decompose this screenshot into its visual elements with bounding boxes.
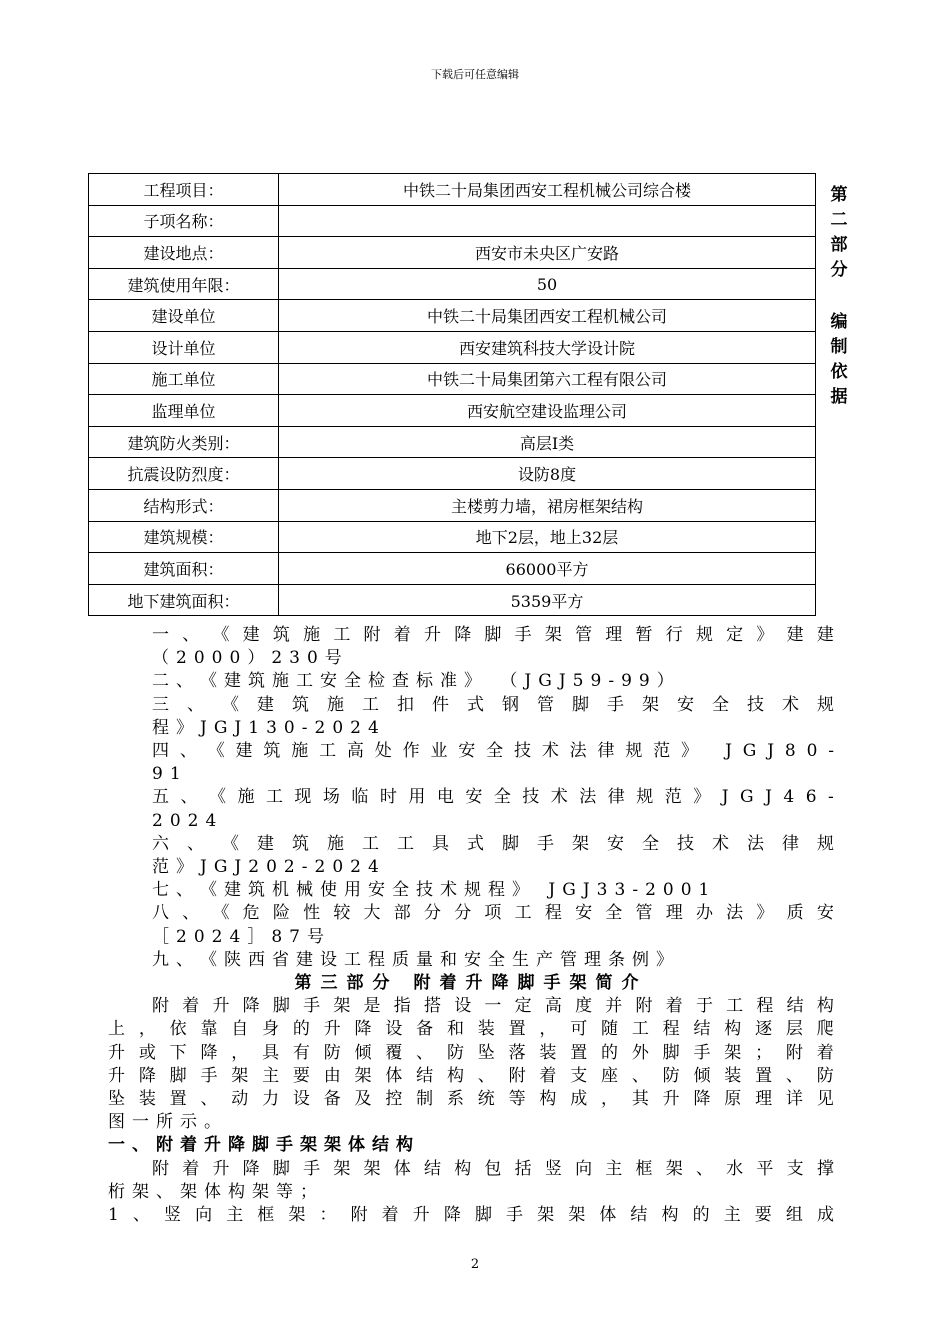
table-row xyxy=(89,174,816,206)
text-line: 坠 装 置 、 动 力 设 备 及 控 制 系 统 等 构 成 ， 其 升 降 原 理 详 见 xyxy=(108,1089,834,1110)
row-value: 5359平方 xyxy=(279,584,816,616)
row-value: 西安市未央区广安路 xyxy=(279,237,816,269)
project-info-table xyxy=(88,173,816,616)
text-line: 升 降 脚 手 架 主 要 由 架 体 结 构 、 附 着 支 座 、 防 倾 装 置 、 防 xyxy=(108,1065,834,1086)
row-value: 主楼剪力墙，裙房框架结构 xyxy=(279,489,816,521)
text-line: 范 》 J G J 2 0 2 - 2 0 2 4 xyxy=(152,857,379,878)
table-row xyxy=(89,363,816,395)
table-row xyxy=(89,553,816,585)
text-line: 上 ， 依 靠 自 身 的 升 降 设 备 和 装 置 ， 可 随 工 程 结 构 逐 层 爬 xyxy=(108,1019,834,1040)
text-line: 三 、 《 建 筑 施 工 扣 件 式 钢 管 脚 手 架 安 全 技 术 规 xyxy=(152,694,834,715)
row-value: 中铁二十局集团西安工程机械公司综合楼 xyxy=(279,174,816,206)
row-value: 高层Ⅰ类 xyxy=(279,426,816,458)
row-label: 工程项目： xyxy=(89,174,279,206)
header-note: 下载后可任意编辑 xyxy=(431,68,519,81)
text-line: 1 、 竖 向 主 框 架 ： 附 着 升 降 脚 手 架 架 体 结 构 的 主 要 组 成 xyxy=(108,1205,834,1226)
text-line: 五 、 《 施 工 现 场 临 时 用 电 安 全 技 术 法 律 规 范 》 J G J 4 6 - xyxy=(152,787,834,808)
side-title-char: 依 xyxy=(830,362,848,382)
text-line: 九 、 《 陕 西 省 建 设 工 程 质 量 和 安 全 生 产 管 理 条 例 》 xyxy=(152,949,673,970)
side-title-char: 制 xyxy=(830,337,848,357)
table-row xyxy=(89,331,816,363)
text-line: 八 、 《 危 险 性 较 大 部 分 分 项 工 程 安 全 管 理 办 法 》 质 安 xyxy=(152,903,834,924)
table-row xyxy=(89,395,816,427)
row-value: 设防8度 xyxy=(279,458,816,490)
row-label: 建设单位 xyxy=(89,300,279,332)
row-value: 西安建筑科技大学设计院 xyxy=(279,331,816,363)
text-line: 四 、 《 建 筑 施 工 高 处 作 业 安 全 技 术 法 律 规 范 》 J G J 8 0 - xyxy=(152,741,834,762)
text-line: ［ 2 0 2 4 ］ 8 7 号 xyxy=(152,926,324,947)
text-line: 2 0 2 4 xyxy=(152,810,217,831)
row-value: 66000平方 xyxy=(279,553,816,585)
row-label: 建筑使用年限： xyxy=(89,268,279,300)
text-line: 9 1 xyxy=(152,764,181,785)
table-row xyxy=(89,489,816,521)
row-label: 设计单位 xyxy=(89,331,279,363)
text-line: 六 、 《 建 筑 施 工 工 具 式 脚 手 架 安 全 技 术 法 律 规 xyxy=(152,833,834,854)
body-text xyxy=(108,624,834,1227)
table-row xyxy=(89,237,816,269)
text-line: 附 着 升 降 脚 手 架 是 指 搭 设 一 定 高 度 并 附 着 于 工 程 结 构 xyxy=(152,996,834,1017)
text-line: 七 、 《 建 筑 机 械 使 用 安 全 技 术 规 程 》 J G J 3 3 - 2 0 0 1 xyxy=(152,880,710,901)
side-title xyxy=(826,183,852,410)
text-line: （ 2 0 0 0 ） 2 3 0 号 xyxy=(152,648,342,669)
row-label: 抗震设防烈度： xyxy=(89,458,279,490)
text-line: 图 一 所 示 。 xyxy=(108,1112,221,1133)
text-line: 程 》 J G J 1 3 0 - 2 0 2 4 xyxy=(152,717,379,738)
page-number: 2 xyxy=(470,1257,480,1272)
text-line: 桁 架 、 架 体 构 架 等 ； xyxy=(108,1181,317,1202)
row-value: 中铁二十局集团第六工程有限公司 xyxy=(279,363,816,395)
table-row xyxy=(89,205,816,237)
table-row xyxy=(89,300,816,332)
row-value: 50 xyxy=(279,268,816,300)
side-title-char: 分 xyxy=(830,260,848,280)
text-line: 一 、 附 着 升 降 脚 手 架 架 体 结 构 xyxy=(108,1135,413,1156)
row-value xyxy=(279,205,816,237)
row-label: 建筑面积： xyxy=(89,553,279,585)
row-label: 建筑防火类别： xyxy=(89,426,279,458)
row-label: 建筑规模： xyxy=(89,521,279,553)
text-line: 一 、 《 建 筑 施 工 附 着 升 降 脚 手 架 管 理 暂 行 规 定 》 建 建 xyxy=(152,625,834,645)
row-value: 地下2层，地上32层 xyxy=(279,521,816,553)
text-line: 升 或 下 降 ， 具 有 防 倾 覆 、 防 坠 落 装 置 的 外 脚 手 架 ； 附 着 xyxy=(108,1042,834,1063)
row-label: 地下建筑面积： xyxy=(89,584,279,616)
row-label: 子项名称： xyxy=(89,205,279,237)
text-line: 第 三 部 分 附 着 升 降 脚 手 架 简 介 xyxy=(294,973,639,994)
table-row xyxy=(89,584,816,616)
table-row xyxy=(89,268,816,300)
row-value: 西安航空建设监理公司 xyxy=(279,395,816,427)
row-label: 结构形式： xyxy=(89,489,279,521)
text-line: 二 、 《 建 筑 施 工 安 全 检 查 标 准 》 （ J G J 5 9 - 9 9 ） xyxy=(152,671,674,692)
side-title-char: 据 xyxy=(830,387,848,407)
table-row xyxy=(89,426,816,458)
side-title-char: 第 xyxy=(830,185,848,205)
table-row xyxy=(89,458,816,490)
row-label: 建设地点： xyxy=(89,237,279,269)
side-title-char: 编 xyxy=(830,312,848,332)
side-title-char: 二 xyxy=(830,210,848,230)
row-value: 中铁二十局集团西安工程机械公司 xyxy=(279,300,816,332)
row-label: 施工单位 xyxy=(89,363,279,395)
row-label: 监理单位 xyxy=(89,395,279,427)
table-row xyxy=(89,521,816,553)
side-title-char: 部 xyxy=(830,235,848,255)
text-line: 附 着 升 降 脚 手 架 架 体 结 构 包 括 竖 向 主 框 架 、 水 平 支 撑 xyxy=(152,1158,834,1179)
